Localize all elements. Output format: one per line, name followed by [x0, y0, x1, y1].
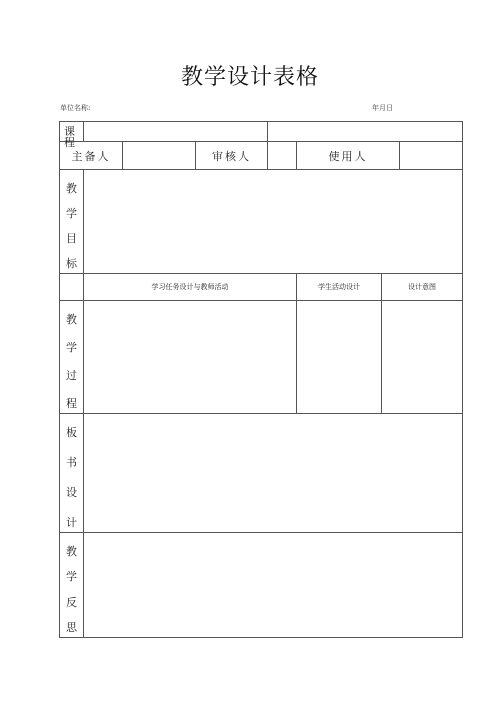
reflection-char: 学	[66, 570, 77, 584]
board-char: 板	[66, 426, 77, 439]
tasks-content-cell[interactable]	[84, 301, 297, 414]
course-label-cell	[60, 122, 84, 149]
reflection-row	[60, 533, 463, 638]
reflection-char: 教	[66, 545, 77, 558]
reflection-char: 反	[66, 595, 77, 609]
board-char: 设	[66, 486, 77, 499]
course-value-cell[interactable]	[84, 122, 268, 142]
process-row	[60, 301, 463, 414]
lesson-design-table	[59, 121, 463, 638]
process-char: 学	[66, 341, 77, 354]
objectives-content-cell[interactable]	[84, 170, 463, 274]
reflection-label	[60, 533, 84, 638]
objectives-label	[60, 170, 84, 274]
preparer-label: 主备人	[60, 142, 123, 170]
process-header-row	[60, 274, 463, 301]
board-char: 书	[66, 456, 77, 469]
process-char: 教	[66, 313, 77, 326]
board-label	[60, 414, 84, 533]
student-activity-content-cell[interactable]	[297, 301, 382, 414]
user-value-cell[interactable]	[400, 142, 463, 170]
board-char: 计	[66, 516, 77, 529]
objectives-char: 标	[66, 257, 77, 270]
design-intent-header: 设计意图	[382, 274, 463, 301]
page-title: 教学设计表格	[180, 65, 319, 90]
date-label: 年月日	[372, 104, 393, 112]
objectives-row	[60, 170, 463, 274]
reviewer-value-cell[interactable]	[268, 142, 297, 170]
board-row	[60, 414, 463, 533]
objectives-char: 教	[66, 182, 77, 195]
reflection-content-cell[interactable]	[84, 533, 463, 638]
process-char: 过	[66, 369, 77, 382]
process-header-blank	[60, 274, 84, 301]
unit-name-label: 单位名称:	[60, 104, 91, 112]
student-activity-header: 学生活动设计	[297, 274, 382, 301]
user-label: 使用人	[297, 142, 400, 170]
reflection-char: 思	[66, 620, 77, 634]
process-label	[60, 301, 84, 414]
process-char: 程	[66, 397, 77, 410]
tasks-header: 学习任务设计与教师活动	[84, 274, 297, 301]
reviewer-label: 审核人	[196, 142, 268, 170]
objectives-char: 学	[66, 207, 77, 220]
course-row	[60, 122, 463, 142]
design-intent-content-cell[interactable]	[382, 301, 463, 414]
staff-row	[60, 142, 463, 170]
course-extra-cell[interactable]	[268, 122, 463, 142]
course-label: 课程	[64, 125, 75, 149]
board-content-cell[interactable]	[84, 414, 463, 533]
preparer-value-cell[interactable]	[123, 142, 196, 170]
objectives-char: 目	[66, 232, 77, 245]
